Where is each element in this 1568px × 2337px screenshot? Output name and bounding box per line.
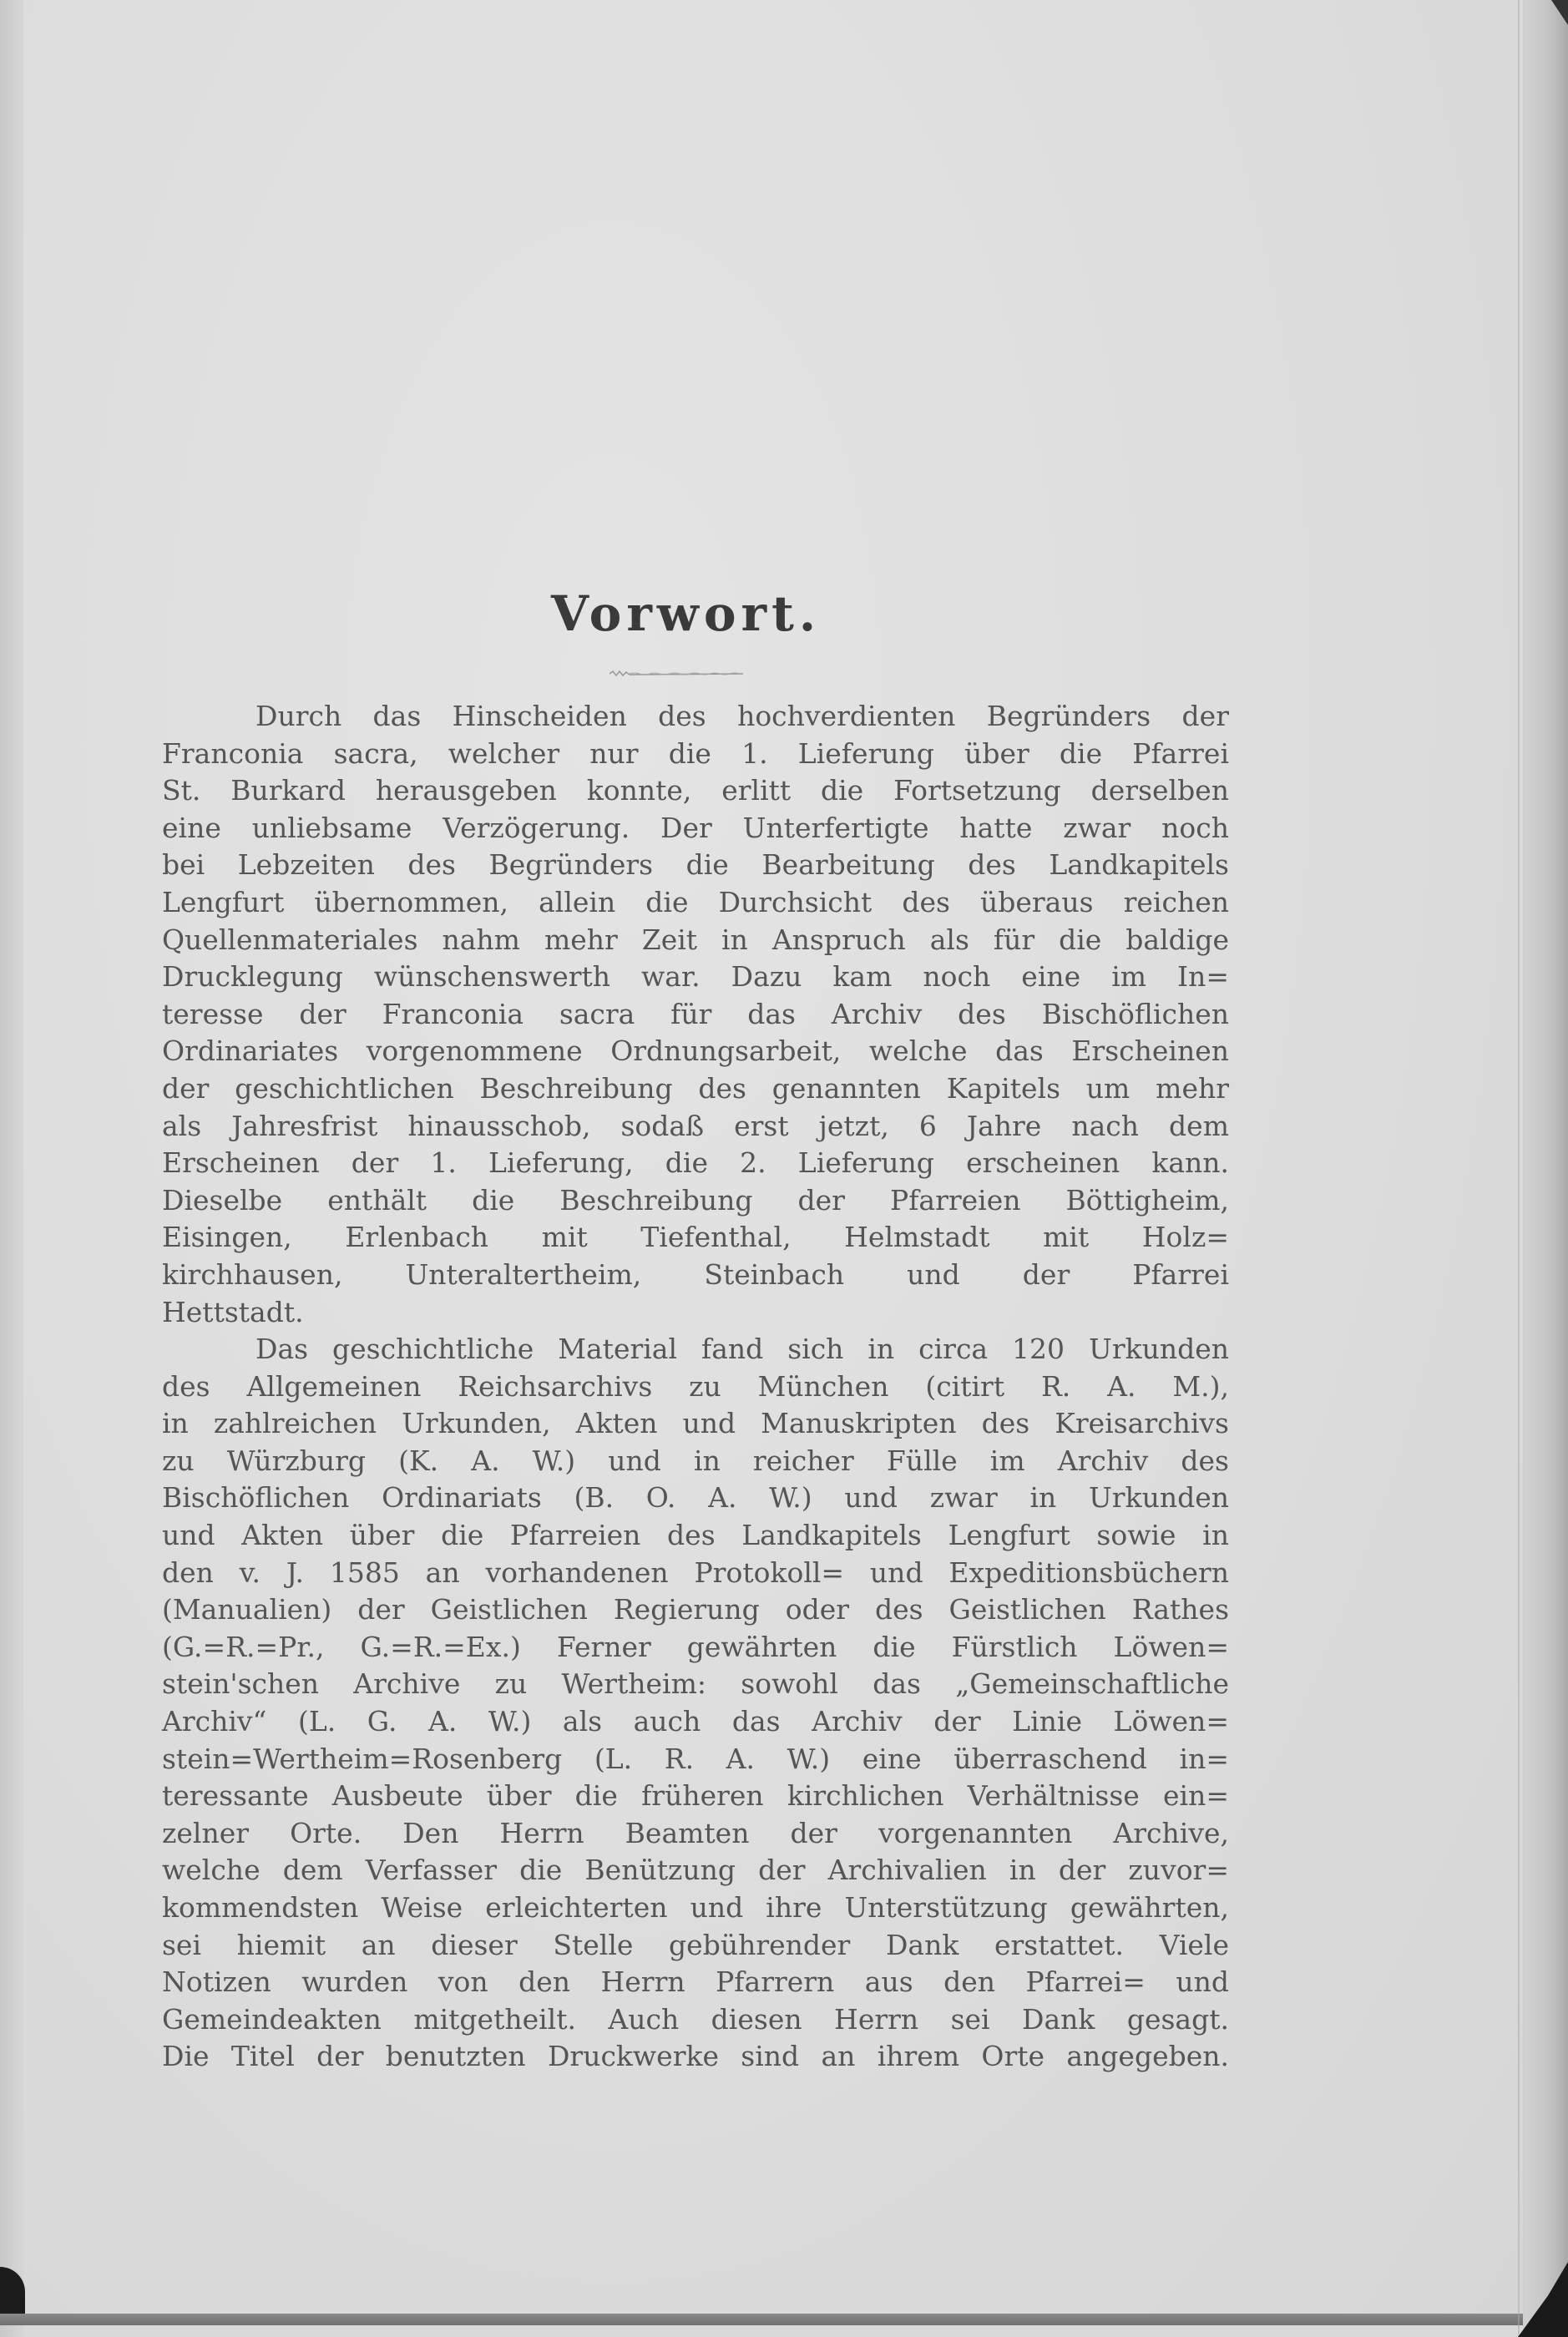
text-line: sei hiemit an dieser Stelle gebührender Dank erstattet. Viele xyxy=(162,1928,1229,1961)
page-title: Vorwort. xyxy=(551,585,822,642)
text-line: den v. J. 1585 an vorhandenen Protokoll= und Expeditionsbüchern xyxy=(162,1555,1229,1589)
text-line: Gemeindeakten mitgetheilt. Auch diesen Herrn sei Dank gesagt. xyxy=(162,2002,1229,2036)
paragraph-2 xyxy=(162,1331,1229,2076)
paragraph-1 xyxy=(162,698,1229,1331)
text-line: welche dem Verfasser die Benützung der Archivalien in der zuvor= xyxy=(162,1854,1229,1887)
text-line: Archiv“ (L. G. A. W.) als auch das Archiv der Linie Löwen= xyxy=(162,1705,1229,1738)
text-line: Bischöflichen Ordinariats (B. O. A. W.) und zwar in Urkunden xyxy=(162,1481,1229,1515)
text-line: Notizen wurden von den Herrn Pfarrern aus den Pfarrei= und xyxy=(162,1965,1229,1999)
text-line: Erscheinen der 1. Lieferung, die 2. Lieferung erscheinen kann. xyxy=(162,1146,1229,1180)
text-line: Dieselbe enthält die Beschreibung der Pfarreien Böttigheim, xyxy=(162,1183,1229,1217)
text-line: teresse der Franconia sacra für das Archiv des Bischöflichen xyxy=(162,997,1229,1030)
text-line: und Akten über die Pfarreien des Landkapitels Lengfurt sowie in xyxy=(162,1519,1229,1552)
text-line: (Manualien) der Geistlichen Regierung oder des Geistlichen Rathes xyxy=(162,1593,1229,1626)
text-line: Das geschichtliche Material fand sich in circa 120 Urkunden xyxy=(255,1333,1229,1366)
text-line: eine unliebsame Verzögerung. Der Unterfertigte hatte zwar noch xyxy=(162,811,1229,844)
text-line: Durch das Hinscheiden des hochverdienten Begründers der xyxy=(255,700,1229,732)
page-bottom-edge xyxy=(0,2314,1532,2325)
text-line: stein'schen Archive zu Wertheim: sowohl das „Gemeinschaftliche xyxy=(162,1667,1229,1701)
page-left-edge xyxy=(0,0,23,2337)
text-line: der geschichtlichen Beschreibung des genannten Kapitels um mehr xyxy=(162,1071,1229,1105)
preface-body xyxy=(162,698,1229,2076)
text-line: bei Lebzeiten des Begründers die Bearbeitung des Landkapitels xyxy=(162,848,1229,882)
page-fold-line xyxy=(1518,0,1520,2337)
text-line: als Jahresfrist hinausschob, sodaß erst jetzt, 6 Jahre nach dem xyxy=(162,1109,1229,1142)
text-line: des Allgemeinen Reichsarchivs zu München (citirt R. A. M.), xyxy=(162,1369,1229,1403)
text-line: teressante Ausbeute über die früheren kirchlichen Verhältnisse ein= xyxy=(162,1779,1229,1813)
text-line: in zahlreichen Urkunden, Akten und Manuskripten des Kreisarchivs xyxy=(162,1407,1229,1440)
text-line: zu Würzburg (K. A. W.) und in reicher Fülle im Archiv des xyxy=(162,1444,1229,1477)
text-line: Quellenmateriales nahm mehr Zeit in Anspruch als für die baldige xyxy=(162,923,1229,956)
text-line: Eisingen, Erlenbach mit Tiefenthal, Helmstadt mit Holz= xyxy=(162,1221,1229,1254)
text-line: (G.=R.=Pr., G.=R.=Ex.) Ferner gewährten die Fürstlich Löwen= xyxy=(162,1630,1229,1663)
page-right-edge xyxy=(1523,0,1568,2337)
text-line: Franconia sacra, welcher nur die 1. Lieferung über die Pfarrei xyxy=(162,736,1229,770)
text-line: St. Burkard herausgeben konnte, erlitt die Fortsetzung derselben xyxy=(162,774,1229,807)
text-line: stein=Wertheim=Rosenberg (L. R. A. W.) eine überraschend in= xyxy=(162,1742,1229,1775)
text-line: Ordinariates vorgenommene Ordnungsarbeit, welche das Erscheinen xyxy=(162,1034,1229,1068)
text-line: Drucklegung wünschenswerth war. Dazu kam noch eine im In= xyxy=(162,960,1229,994)
title-ornament-rule xyxy=(609,670,747,678)
text-line: Lengfurt übernommen, allein die Durchsicht des überaus reichen xyxy=(162,885,1229,918)
text-line: Hettstadt. xyxy=(162,1295,304,1328)
text-line: zelner Orte. Den Herrn Beamten der vorgenannten Archive, xyxy=(162,1816,1229,1849)
text-line: kommendsten Weise erleichterten und ihre Unterstützung gewährten, xyxy=(162,1891,1229,1924)
text-line: kirchhausen, Unteraltertheim, Steinbach und der Pfarrei xyxy=(162,1257,1229,1291)
text-line: Die Titel der benutzten Druckwerke sind an ihrem Orte angegeben. xyxy=(162,2040,1229,2073)
